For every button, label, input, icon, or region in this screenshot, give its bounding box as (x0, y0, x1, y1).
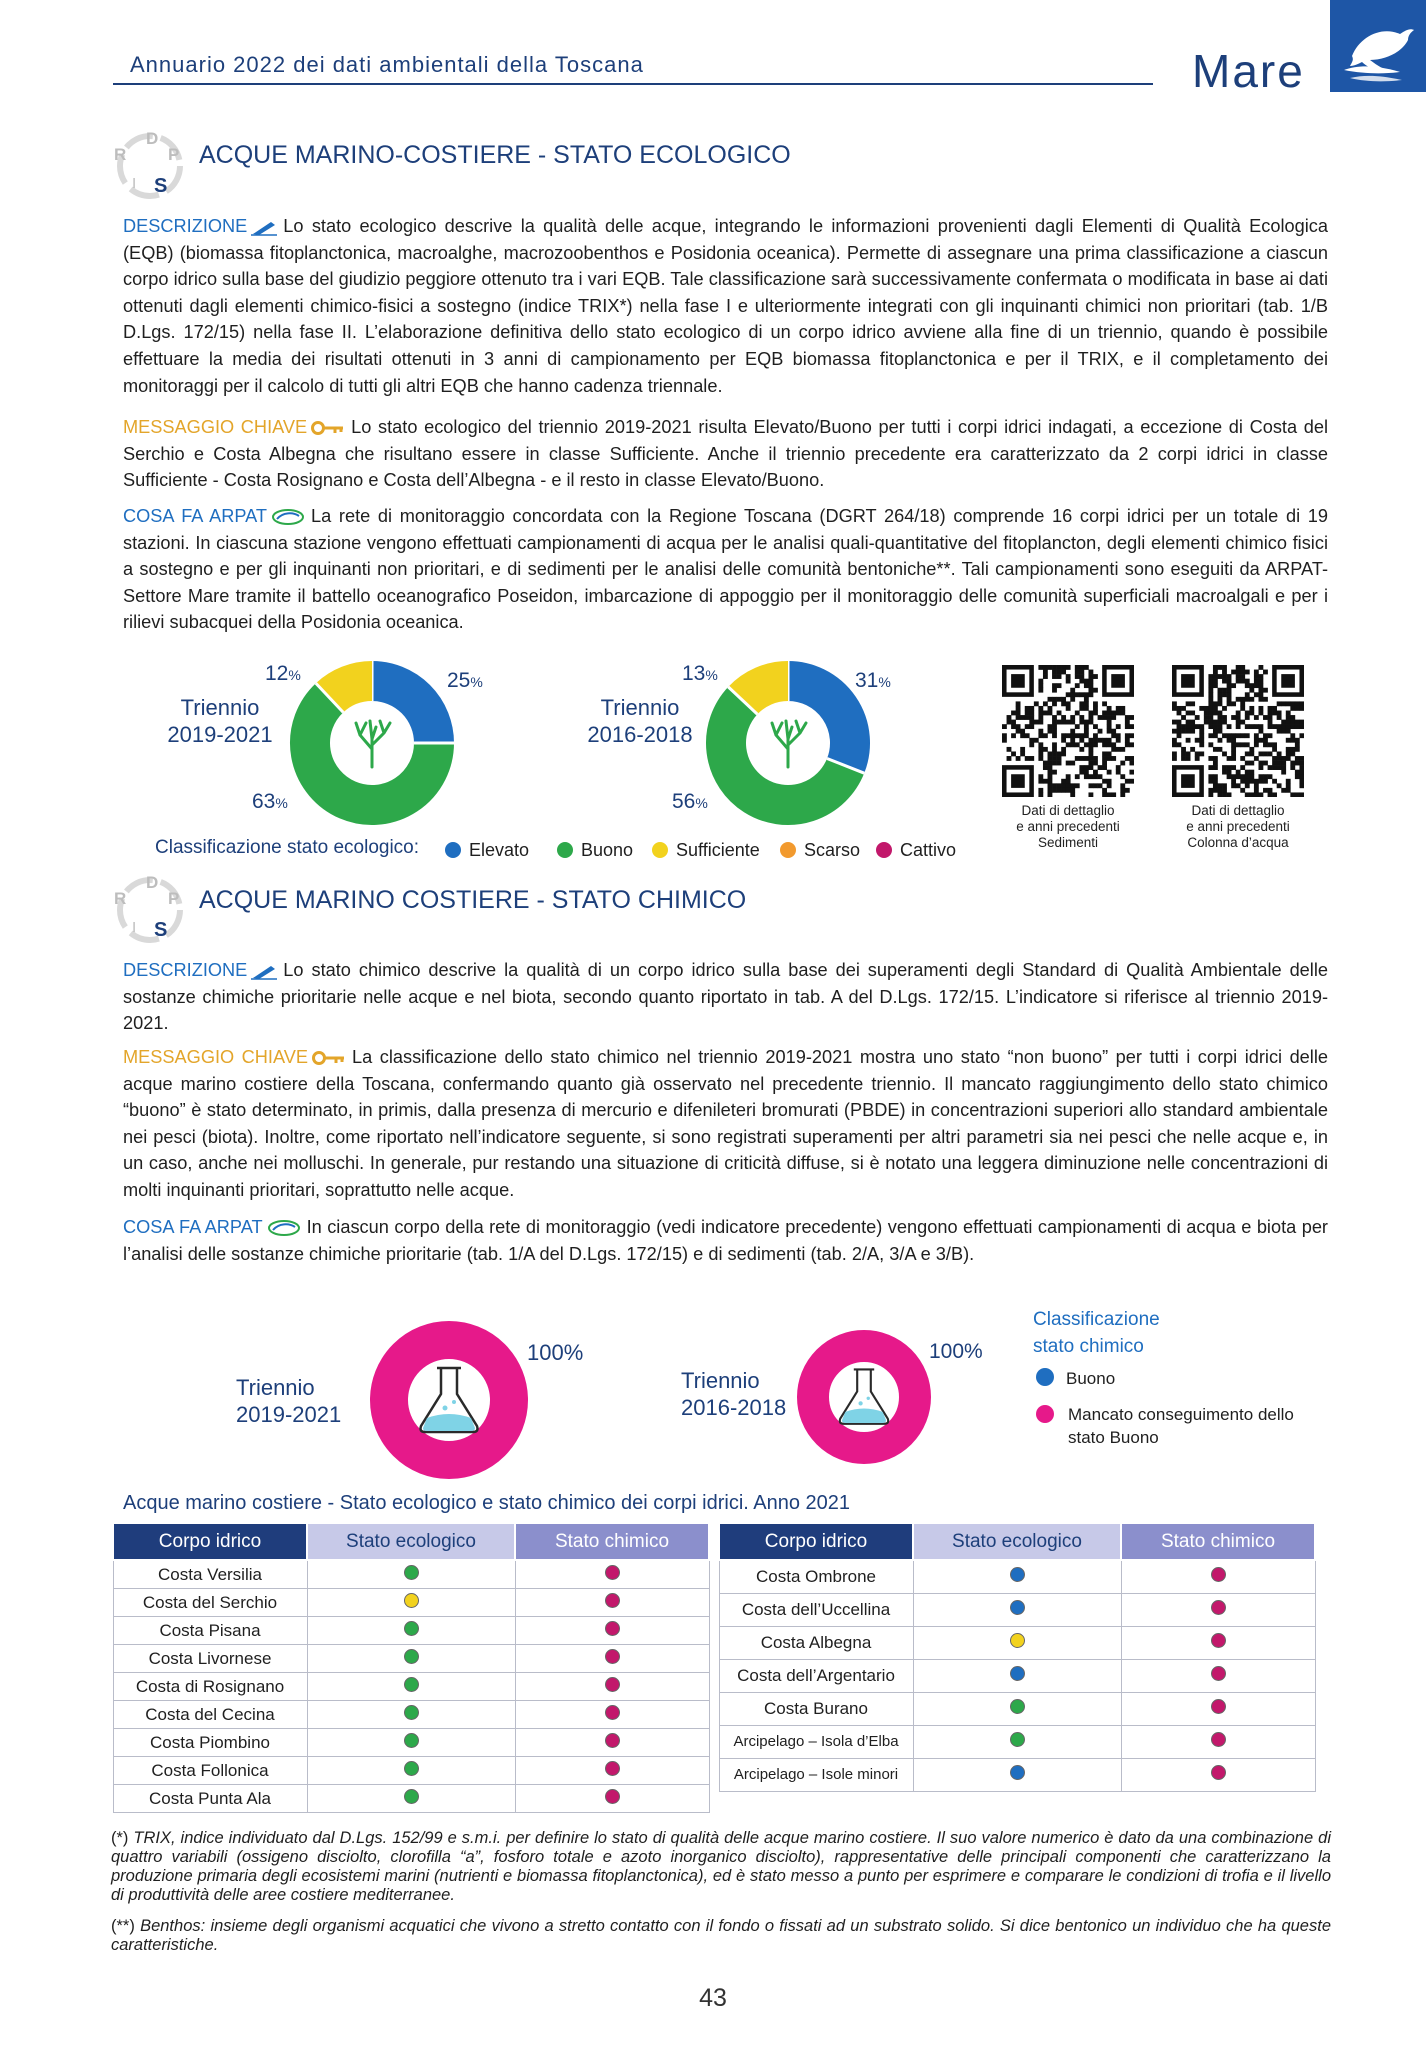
corpo-idrico-cell: Costa Piombino (113, 1729, 307, 1757)
arpat-text: La rete di monitoraggio concordata con la Regione Toscana (DGRT 264/18) comprende 16 corpi idrici per un totale di 19 stazioni. In ciascuna stazione vengono effettuati campionamenti di acqua per le analisi quali-quantitative del fitoplancton, degli elementi chimico fisici a sostegno e per gli inquinanti non prioritari, e di sedimenti per le analisi delle comunità bentoniche**. Tali campionamenti sono eseguiti da ARPAT-Settore Mare tramite il battello oceanografico Poseidon, imbarcazione di appoggio per il monitoraggio delle comunità superficiali macroalgali e per i rilievi subacquei della Posidonia oceanica. (123, 506, 1328, 633)
corpo-idrico-cell: Costa Ombrone (719, 1560, 913, 1593)
pie2-elevato-pct: 31% (855, 669, 891, 692)
chem-messaggio: MESSAGGIO CHIAVE La classificazione dello stato chimico nel triennio 2019-2021 mostra uno stato “non buono” per tutti i corpi idrici delle acque marino costiere della Toscana, confermando quanto già osservato nel precedente triennio. Il mancato raggiungimento dello stato chimico “buono” è stato determinato, in primis, dalla presenza di mercurio e difenileteri bromurati (PBDE) in concentrazioni superiori allo standard ambientale nei pesci (biota). Inoltre, come riportato nell’indicatore seguente, si sono registrati superamenti per altri parametri sia nei pesci che nelle acque e, in un caso, anche nei molluschi. In generale, pur restando una situazione di criticità diffuse, si è notato una leggera diminuzione nelle concentrazioni di molti inquinanti prioritari, soprattutto nelle acque. (123, 1047, 1328, 1200)
col-stato-ecologico: Stato ecologico (913, 1523, 1121, 1560)
status-dot-buono (404, 1649, 419, 1664)
pie1-label: Triennio 2019-2021 (167, 695, 273, 747)
stato-chimico-cell (515, 1701, 709, 1729)
stato-ecologico-cell (913, 1593, 1121, 1626)
section-tab (1330, 0, 1426, 92)
status-dot-sufficiente (404, 1593, 419, 1608)
dpsir-d: D (146, 129, 159, 148)
legend-scarso: Scarso (780, 840, 860, 861)
chem-cosa-fa-arpat: COSA FA ARPAT In ciascun corpo della rete di monitoraggio (vedi indicatore precedente) vengono effettuati campionamenti di acqua e biota per l’analisi delle sostanze chimiche prioritarie (tab. 1/A del D.Lgs. 172/15) e di sedimenti (tab. 2/A, 3/A e 3/B). (123, 1217, 1328, 1264)
corpo-idrico-cell: Costa Albegna (719, 1626, 913, 1659)
arpat-logo-icon (267, 1219, 301, 1237)
table-row (113, 1617, 709, 1645)
qr1-caption: Dati di dettaglio e anni precedenti Sedimenti (1016, 803, 1120, 850)
status-dot-elevato (1010, 1600, 1025, 1615)
status-dot-buono (404, 1705, 419, 1720)
status-dot-cattivo (605, 1593, 620, 1608)
table-row (719, 1560, 1315, 1593)
stato-chimico-cell (515, 1645, 709, 1673)
pen-icon (251, 962, 277, 980)
coral-icon (342, 713, 402, 773)
corpo-idrico-cell: Costa Punta Ala (113, 1785, 307, 1813)
status-dot-cattivo (1211, 1567, 1226, 1582)
chem-legend-title: Classificazione stato chimico (1033, 1309, 1160, 1357)
status-dot-cattivo (1211, 1732, 1226, 1747)
dpsir-logo (110, 870, 190, 955)
status-dot-cattivo (605, 1733, 620, 1748)
stato-ecologico-cell (913, 1626, 1121, 1659)
corpo-idrico-cell: Costa dell’Argentario (719, 1659, 913, 1692)
stato-ecologico-cell (307, 1617, 515, 1645)
stato-chimico-cell (515, 1757, 709, 1785)
corpo-idrico-cell: Costa del Cecina (113, 1701, 307, 1729)
table-row (113, 1729, 709, 1757)
dpsir-i: I (132, 175, 137, 192)
status-dot-elevato (1010, 1765, 1025, 1780)
stato-chimico-cell (515, 1673, 709, 1701)
svg-text:P: P (168, 889, 180, 908)
eco-donut-2019-2021 (287, 658, 457, 828)
stato-ecologico-cell (913, 1659, 1121, 1692)
status-dot-buono (404, 1565, 419, 1580)
page-number: 43 (699, 1984, 727, 2012)
stato-chimico-cell (1121, 1725, 1315, 1758)
coral-icon (758, 713, 818, 773)
corpo-idrico-cell: Arcipelago – Isola d’Elba (719, 1725, 913, 1758)
stato-ecologico-cell (307, 1757, 515, 1785)
status-dot-cattivo (605, 1789, 620, 1804)
stato-ecologico-cell (307, 1560, 515, 1589)
legend-cattivo: Cattivo (876, 840, 956, 861)
msg-text: Lo stato ecologico del triennio 2019-2021 risulta Elevato/Buono per tutti i corpi idrici indagati, a eccezione di Costa del Serchio e Costa Albegna che risultano essere in classe Sufficiente. Anche il triennio precedente era caratterizzato da 2 corpi idrici in classe Sufficiente - Costa Rosignano e Costa dell’Albegna - e il resto in classe Elevato/Buono. (123, 417, 1328, 491)
pen-icon (251, 218, 277, 236)
report-title: Annuario 2022 dei dati ambientali della Toscana (130, 52, 644, 77)
eco-section-title: ACQUE MARINO-COSTIERE - STATO ECOLOGICO (199, 141, 791, 169)
stato-chimico-cell (1121, 1560, 1315, 1593)
col-stato-chimico: Stato chimico (515, 1523, 709, 1560)
status-dot-cattivo (605, 1621, 620, 1636)
stato-ecologico-cell (913, 1758, 1121, 1791)
legend-sufficiente: Sufficiente (652, 840, 760, 861)
footnote-2: (**) Benthos: insieme degli organismi acquatici che vivono a stretto contatto con il fondo o fissati ad un substrato solido. Si dice bentonico un individuo che ha queste caratteristiche. (111, 1917, 1331, 1954)
table-row (719, 1659, 1315, 1692)
msg-label: MESSAGGIO CHIAVE (123, 417, 308, 437)
pie2-buono-pct: 56% (672, 790, 708, 813)
dpsir-s: S (154, 175, 168, 197)
stato-ecologico-cell (307, 1589, 515, 1617)
status-dot-elevato (1010, 1666, 1025, 1681)
qr2-caption: Dati di dettaglio e anni precedenti Colonna d’acqua (1186, 803, 1290, 850)
table-row (719, 1626, 1315, 1659)
table-row (719, 1725, 1315, 1758)
arpat-logo-icon (271, 508, 305, 526)
status-dot-buono (1010, 1732, 1025, 1747)
stato-chimico-cell (515, 1560, 709, 1589)
corpo-idrico-cell: Costa Versilia (113, 1560, 307, 1589)
section-name: Mare (1192, 45, 1305, 97)
stato-ecologico-cell (913, 1725, 1121, 1758)
stato-chimico-cell (515, 1729, 709, 1757)
footnote-1: (*) TRIX, indice individuato dal D.Lgs. 152/99 e s.m.i. per definire lo stato di qualità delle acque marino costiere. Il suo valore numerico è dato da una combinazione di quattro variabili (ossigeno disciolto, clorofilla “a”, fosforo totale e azoto inorganico disciolto), rappresentative delle principali componenti che caratterizzano la produzione primaria degli ecosistemi marini (nutrienti e biomassa fitoplanctonica), ed è stato messo a punto per esprimere e comparare le condizioni di trofia e il livello di produttività delle aree costiere mediterranee. (111, 1829, 1331, 1904)
corpo-idrico-cell: Arcipelago – Isole minori (719, 1758, 913, 1791)
qr-code-sedimenti[interactable] (1002, 665, 1134, 797)
status-dot-cattivo (605, 1649, 620, 1664)
corpo-idrico-cell: Costa Follonica (113, 1757, 307, 1785)
dolphin-icon (1330, 0, 1426, 92)
status-dot-cattivo (1211, 1765, 1226, 1780)
stato-chimico-cell (1121, 1626, 1315, 1659)
header-rule (113, 83, 1153, 85)
svg-text:D: D (146, 873, 159, 892)
pie1-elevato-pct: 25% (447, 669, 483, 692)
svg-text:S: S (154, 919, 168, 941)
stato-ecologico-cell (307, 1673, 515, 1701)
pie4-pct: 100% (929, 1340, 983, 1363)
donut-slice-sufficiente (743, 681, 788, 701)
status-dot-buono (404, 1789, 419, 1804)
pie1-sufficiente-pct: 12% (265, 662, 301, 685)
status-dot-cattivo (1211, 1633, 1226, 1648)
status-dot-cattivo (605, 1677, 620, 1692)
pie2-sufficiente-pct: 13% (682, 662, 718, 685)
qr-code-colonna-acqua[interactable] (1172, 665, 1304, 797)
legend-buono: Buono (557, 840, 633, 861)
pie2-label: Triennio 2016-2018 (587, 695, 693, 747)
eco-messaggio (123, 414, 1328, 494)
col-stato-ecologico: Stato ecologico (307, 1523, 515, 1560)
arpat-label: COSA FA ARPAT (123, 506, 268, 526)
corpo-idrico-cell: Costa Pisana (113, 1617, 307, 1645)
corpo-idrico-cell: Costa dell’Uccellina (719, 1593, 913, 1626)
table-right (718, 1522, 1316, 1792)
col-corpo-idrico: Corpo idrico (113, 1523, 307, 1560)
pie3-pct: 100% (527, 1340, 584, 1365)
col-corpo-idrico: Corpo idrico (719, 1523, 913, 1560)
corpo-idrico-cell: Costa del Serchio (113, 1589, 307, 1617)
stato-ecologico-cell (913, 1560, 1121, 1593)
flask-icon (421, 1368, 478, 1432)
chem-section-title: ACQUE MARINO COSTIERE - STATO CHIMICO (199, 886, 747, 914)
eco-descrizione (123, 213, 1328, 399)
corpo-idrico-cell: Costa Burano (719, 1692, 913, 1725)
status-dot-cattivo (1211, 1699, 1226, 1714)
stato-chimico-cell (1121, 1692, 1315, 1725)
stato-chimico-cell (515, 1589, 709, 1617)
stato-ecologico-cell (307, 1785, 515, 1813)
stato-chimico-cell (1121, 1659, 1315, 1692)
table-left (112, 1522, 710, 1813)
key-icon (311, 420, 345, 436)
eco-legend-title: Classificazione stato ecologico: (155, 837, 420, 858)
stato-ecologico-cell (913, 1692, 1121, 1725)
status-dot-buono (404, 1621, 419, 1636)
donut-slice-sufficiente (330, 681, 372, 698)
stato-chimico-cell (515, 1785, 709, 1813)
chem-donut-2019-2021 (367, 1318, 531, 1482)
table-row (719, 1758, 1315, 1791)
corpo-idrico-cell: Costa di Rosignano (113, 1673, 307, 1701)
stato-chimico-cell (1121, 1593, 1315, 1626)
table-row (113, 1785, 709, 1813)
chem-descrizione: DESCRIZIONE Lo stato chimico descrive la qualità di un corpo idrico sulla base dei superamenti degli Standard di Qualità Ambientale delle sostanze chimiche prioritarie nelle acque e nel biota, secondo quanto riportato in tab. A del D.Lgs. 172/15. L’indicatore si riferisce al triennio 2019-2021. (123, 960, 1328, 1034)
legend-chem-mancato: Mancato conseguimento dello stato Buono (1036, 1403, 1296, 1449)
eco-cosa-fa-arpat (123, 503, 1328, 636)
table-row (719, 1692, 1315, 1725)
dpsir-p: P (168, 145, 180, 164)
pie3-label: Triennio 2019-2021 (236, 1375, 342, 1427)
table-caption: Acque marino costiere - Stato ecologico e stato chimico dei corpi idrici. Anno 2021 (123, 1492, 851, 1514)
key-icon (312, 1050, 346, 1066)
legend-elevato: Elevato (445, 840, 529, 861)
col-stato-chimico: Stato chimico (1121, 1523, 1315, 1560)
table-row (719, 1593, 1315, 1626)
status-dot-buono (404, 1733, 419, 1748)
chem-donut-2016-2018 (795, 1328, 933, 1466)
stato-ecologico-cell (307, 1645, 515, 1673)
flask-icon (840, 1369, 888, 1423)
eco-donut-2016-2018 (703, 658, 873, 828)
descr-label: DESCRIZIONE (123, 216, 248, 236)
status-dot-elevato (1010, 1567, 1025, 1582)
table-row (113, 1757, 709, 1785)
table-row (113, 1673, 709, 1701)
status-dot-cattivo (1211, 1600, 1226, 1615)
pie4-label: Triennio 2016-2018 (681, 1368, 787, 1420)
stato-chimico-cell (1121, 1758, 1315, 1791)
status-dot-cattivo (605, 1705, 620, 1720)
legend-chem-buono: Buono (1036, 1368, 1115, 1389)
table-row (113, 1589, 709, 1617)
table-row (113, 1701, 709, 1729)
svg-text:R: R (114, 889, 127, 908)
svg-text:I: I (132, 919, 137, 936)
pie1-buono-pct: 63% (252, 790, 288, 813)
status-dot-cattivo (605, 1761, 620, 1776)
stato-ecologico-cell (307, 1729, 515, 1757)
status-dot-buono (1010, 1699, 1025, 1714)
status-dot-cattivo (605, 1565, 620, 1580)
corpo-idrico-cell: Costa Livornese (113, 1645, 307, 1673)
status-dot-cattivo (1211, 1666, 1226, 1681)
dpsir-logo (110, 126, 190, 211)
stato-ecologico-cell (307, 1701, 515, 1729)
table-row (113, 1645, 709, 1673)
status-dot-buono (404, 1677, 419, 1692)
dpsir-r: R (114, 145, 127, 164)
descr-text: Lo stato ecologico descrive la qualità delle acque, integrando le informazioni provenienti dagli Elementi di Qualità Ecologica (EQB) (biomassa fitoplanctonica, macroalghe, macrozoobenthos e Posidonia oceanica). Permette di assegnare una prima classificazione a ciascun corpo idrico sulla base del giudizio peggiore ottenuto tra i vari EQB. Tale classificazione sarà successivamente confermata o modificata in base ai dati ottenuti dagli elementi chimico-fisici a sostegno (indice TRIX*) nella fase I e ulteriormente integrati con gli inquinanti chimici non prioritari (tab. 1/B D.Lgs. 172/15) nella fase II. L’elaborazione definitiva dello stato ecologico di un corpo idrico avviene alla fine di un triennio, quando è possibile effettuare la media dei risultati ottenuti in 3 anni di campionamento per EQB biomassa fitoplanctonica e per il TRIX, e il completamento dei monitoraggi per il calcolo di tutti gli altri EQB che hanno cadenza triennale. (123, 216, 1328, 396)
status-dot-buono (404, 1761, 419, 1776)
stato-chimico-cell (515, 1617, 709, 1645)
status-dot-sufficiente (1010, 1633, 1025, 1648)
table-row (113, 1560, 709, 1589)
